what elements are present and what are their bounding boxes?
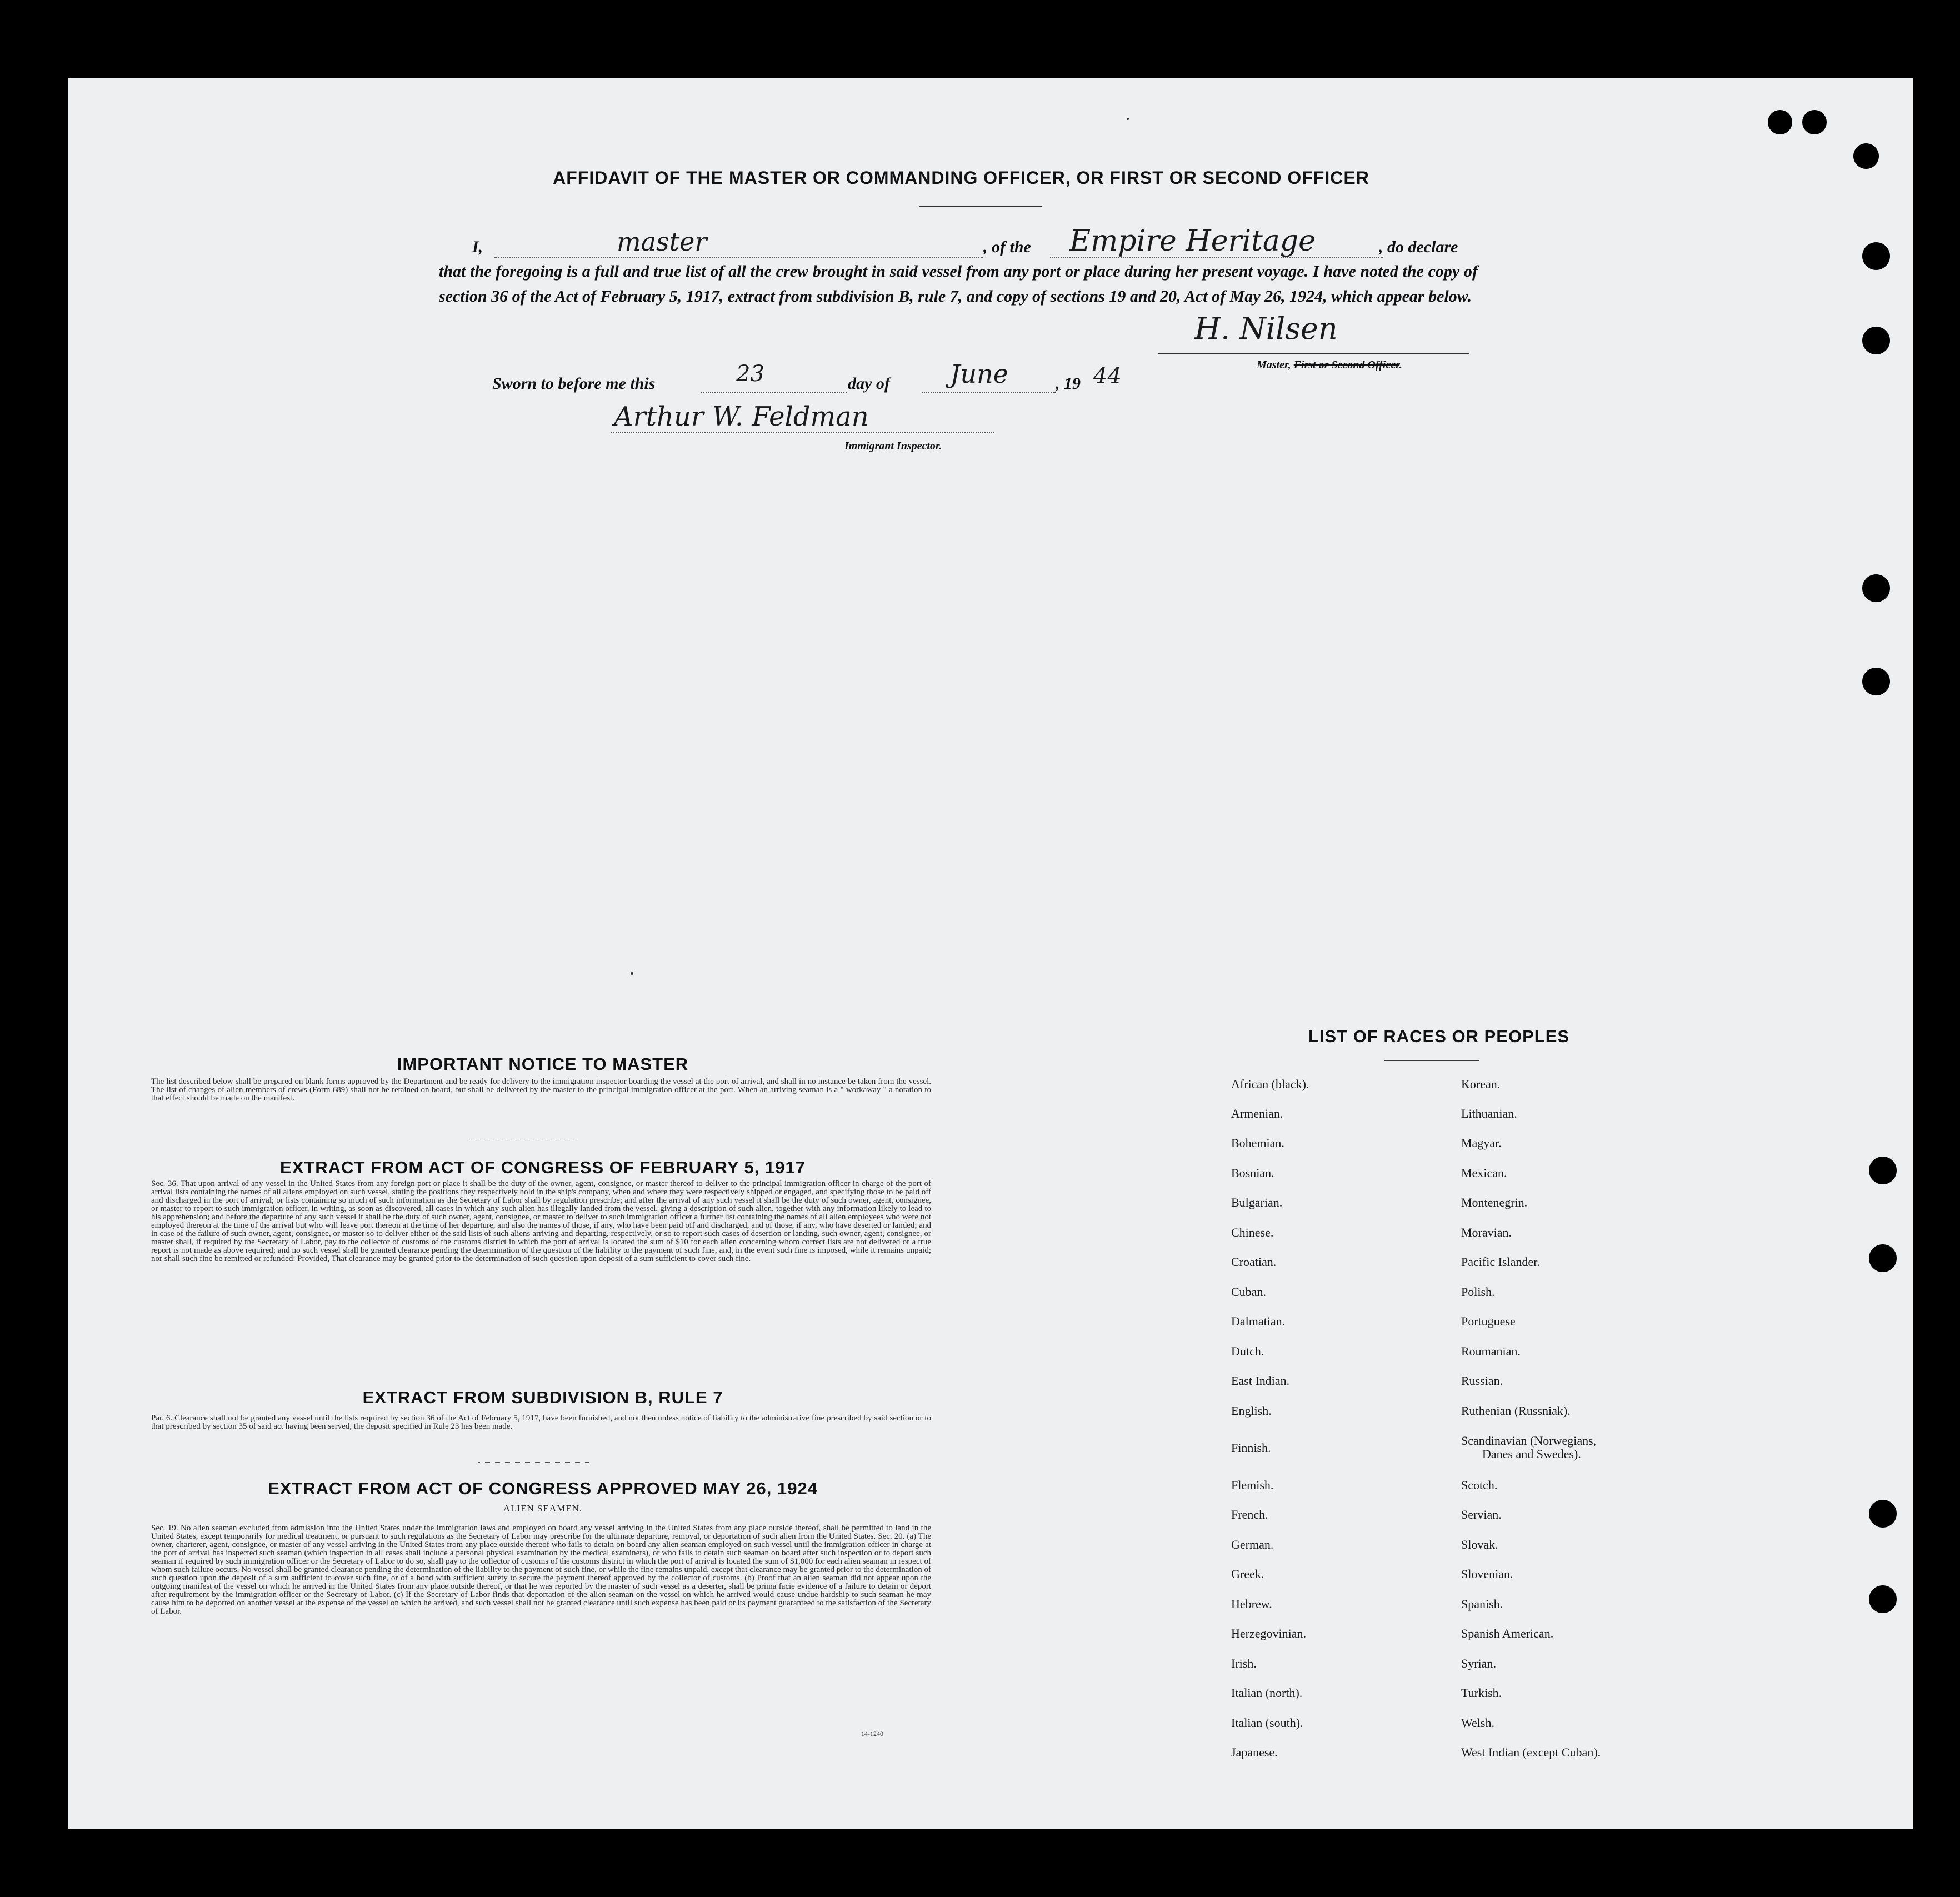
race-item: Greek. (1231, 1567, 1264, 1581)
master-signature: H. Nilsen (1194, 311, 1338, 346)
punch-hole (1869, 1500, 1897, 1528)
race-item: Montenegrin. (1461, 1195, 1528, 1209)
race-item: Hebrew. (1231, 1597, 1272, 1611)
officer-line (494, 257, 983, 258)
race-item: Irish. (1231, 1656, 1257, 1670)
month-line (922, 392, 1056, 393)
race-item: Roumanian. (1461, 1344, 1521, 1358)
punch-hole (1862, 327, 1890, 354)
punch-hole (1853, 143, 1879, 169)
race-item: Japanese. (1231, 1745, 1278, 1759)
race-item: Moravian. (1461, 1225, 1512, 1239)
punch-hole (1862, 574, 1890, 602)
race-item: Syrian. (1461, 1656, 1496, 1670)
race-item: Slovenian. (1461, 1567, 1513, 1581)
caption-master: Master, (1257, 359, 1291, 371)
race-item: Russian. (1461, 1374, 1503, 1388)
day-handwritten: 23 (736, 361, 764, 387)
rule7-rule (478, 1462, 589, 1463)
race-item: Cuban. (1231, 1285, 1266, 1299)
affidavit-of-the: , of the (983, 238, 1031, 256)
signature-caption: Master, First or Second Officer. (1257, 359, 1402, 371)
punch-hole (1862, 668, 1890, 695)
race-item-scandinavian-line2: Danes and Swedes). (1482, 1447, 1581, 1461)
notice-title: IMPORTANT NOTICE TO MASTER (397, 1054, 689, 1074)
signature-line (1158, 353, 1469, 354)
punch-hole (1869, 1244, 1897, 1272)
speck (1127, 118, 1129, 120)
affidavit-do-declare: , do declare (1379, 238, 1458, 256)
notice-text: The list described below shall be prepared on blank forms approved by the Department and be ready for delivery to the immigration inspector boarding the vessel at the port of arrival, and shall in no instance be taken from the vessel. The list of changes of alien members of crews (Form 689) shall not be retained on board, but shall be delivered by the master to the principal immigration officer at the port. When an arriving seaman is a " workaway " a notation to that effect should be made on the manifest. (151, 1078, 931, 1103)
race-item: Welsh. (1461, 1716, 1494, 1730)
inspector-caption: Immigrant Inspector. (844, 440, 942, 452)
race-item: Spanish American. (1461, 1626, 1554, 1640)
punch-hole (1862, 242, 1890, 270)
races-rule (1384, 1060, 1479, 1061)
extract-1924-text: Sec. 19. No alien seaman excluded from admission into the United States under the immigration laws and employed on board any vessel arriving in the United States from any place outside thereof, shall be permitted to land in the United States, except temporarily for medical treatment, or pursuant to such regulations as the Secretary of Labor may prescribe for the ultimate departure, removal, or deportation of such alien from the United States. Sec. 20. (a) The owner, charterer, agent, consignee, or master of any vessel arriving in the United States from any place outside thereof who fails to detain on board any alien seaman employed on such vessel until the immigration officer in charge at the port of arrival has inspected such seaman (which inspection in all cases shall include a personal physical examination by the medical examiners), or who fails to detain such seaman on board after such inspection or to deport such seaman if required by such immigration officer or the Secretary of Labor to do so, shall pay to the collector of customs of the customs district in which the port of arrival is located the sum of $1,000 for each alien seaman in respect of whom such failure occurs. No vessel shall be granted clearance pending the determination of the liability to the payment of such fine, or while the fine remains unpaid, except that clearance may be granted prior to the determination of such question upon the deposit of a sum sufficient to cover such fine, or of a bond with sufficient surety to secure the payment thereof approved by the collector of customs. (b) Proof that an alien seaman did not appear upon the outgoing manifest of the vessel on which he arrived in the United States from any place outside thereof, or that he was reported by the master of such vessel as a deserter, shall be prima facie evidence of a failure to detain or deport after requirement by the immigration officer or the Secretary of Labor. (c) If the Secretary of Labor finds that deportation of the alien seaman on the vessel on which he arrived would cause undue hardship to such seaman he may cause him to be deported on another vessel at the expense of the vessel on which he arrived, and such vessel shall not be granted clearance until such expense has been paid or its payment guaranteed to the satisfaction of the Secretary of Labor. (151, 1524, 931, 1616)
month-handwritten: June (950, 359, 1008, 389)
year-handwritten: 44 (1093, 363, 1122, 389)
race-item: Scandinavian (Norwegians, (1461, 1434, 1597, 1448)
race-item: Italian (north). (1231, 1686, 1303, 1700)
inspector-line (611, 432, 994, 433)
extract-1917-text: Sec. 36. That upon arrival of any vessel in the United States from any foreign port or place it shall be the duty of the owner, agent, consignee, or master thereof to deliver to the principal immigration officer in charge of the port of arrival lists containing the names of all aliens employed on such vessel, stating the positions they respectively hold in the ship's company, when and where they were respectively shipped or engaged, and specifying those to be paid off and discharged in the port of arrival; or lists containing so much of such information as the Secretary of Labor shall by regulation prescribe; and after the arrival of any such vessel it shall be the duty of such owner, agent, consignee, or master to report to such immigration officer, in writing, as soon as discovered, all cases in which any such alien has illegally landed from the vessel, giving a description of such alien, together with any information likely to lead to his apprehension; and before the departure of any such vessel it shall be the duty of such owner, agent, consignee, or master to deliver to such immigration officer a further list containing the names of all alien employees who were not employed thereon at the time of the arrival but who will leave port thereon at the time of her departure, and also the names of those, if any, who have been paid off and discharged, and of those, if any, who have deserted or landed; and in case of the failure of such owner, agent, consignee, or master so to deliver either of the said lists of such aliens arriving and departing, respectively, or so to report such cases of desertion or landing, such owner, agent, consignee, or master shall, if required by the Secretary of Labor, pay to the collector of customs of the customs district in which the port of arrival is located the sum of $10 for each alien concerning whom correct lists are not delivered or a true report is not made as above required; and no such vessel shall be granted clearance pending the determination of the question of the liability to the payment of such fine, and, in the event such fine is imposed, while it remains unpaid; nor shall such fine be remitted or refunded: Provided, That clearance may be granted prior to the determination of such question upon deposit of a sum sufficient to cover such fine. (151, 1180, 931, 1263)
vessel-handwritten: Empire Heritage (1069, 224, 1316, 258)
punch-hole (1869, 1157, 1897, 1184)
race-item: Turkish. (1461, 1686, 1502, 1700)
day-of: day of (848, 374, 890, 393)
race-item: Italian (south). (1231, 1716, 1303, 1730)
day-line (701, 392, 847, 393)
punch-hole (1802, 110, 1827, 134)
race-item: Scotch. (1461, 1478, 1498, 1492)
extract-1924-title: EXTRACT FROM ACT OF CONGRESS APPROVED MAY 26, 1924 (268, 1479, 818, 1498)
inspector-signature: Arthur W. Feldman (614, 401, 869, 432)
race-item: Dutch. (1231, 1344, 1264, 1358)
race-item: Magyar. (1461, 1136, 1502, 1150)
race-item: Slovak. (1461, 1538, 1498, 1551)
race-item: Servian. (1461, 1508, 1502, 1521)
speck (631, 972, 633, 975)
race-item: Korean. (1461, 1077, 1501, 1091)
race-item: Croatian. (1231, 1255, 1277, 1269)
race-item: Polish. (1461, 1285, 1495, 1299)
race-item: Mexican. (1461, 1166, 1507, 1180)
punch-hole (1869, 1585, 1897, 1613)
race-item: Armenian. (1231, 1107, 1283, 1120)
race-item: Bohemian. (1231, 1136, 1284, 1150)
extract-1924-subtitle: ALIEN SEAMEN. (503, 1503, 583, 1514)
race-item: Bulgarian. (1231, 1195, 1283, 1209)
race-item: Herzegovinian. (1231, 1626, 1306, 1640)
affidavit-body: that the foregoing is a full and true list of all the crew brought in said vessel from any port or place during her present voyage. I have noted the copy of section 36 of the Act of February 5, 1917, extract from subdivision B, rule 7, and copy of sections 19 and 20, Act of May 26, 1924, which appear below. (439, 262, 1478, 306)
officer-handwritten: master (617, 227, 707, 257)
race-item: Dalmatian. (1231, 1314, 1286, 1328)
race-item: African (black). (1231, 1077, 1309, 1091)
caption-struck: First or Second Officer (1293, 359, 1399, 371)
race-item: Finnish. (1231, 1441, 1271, 1455)
race-item: East Indian. (1231, 1374, 1290, 1388)
race-item: Flemish. (1231, 1478, 1274, 1492)
rule7-text: Par. 6. Clearance shall not be granted any vessel until the lists required by section 36 of the Act of February 5, 1917, have been furnished, and not then unless notice of liability to the administrative fine prescribed by said section or to that prescribed by section 35 of said act having been served, the deposit specified in Rule 23 has been made. (151, 1414, 931, 1431)
affidavit-title: AFFIDAVIT OF THE MASTER OR COMMANDING OFFICER, OR FIRST OR SECOND OFFICER (553, 168, 1369, 188)
year-printed: , 19 (1056, 374, 1081, 393)
punch-hole (1768, 110, 1792, 134)
race-item: Lithuanian. (1461, 1107, 1517, 1120)
sworn-prefix: Sworn to before me this (492, 374, 656, 393)
race-item: Chinese. (1231, 1225, 1274, 1239)
race-item: French. (1231, 1508, 1268, 1521)
race-item: West Indian (except Cuban). (1461, 1745, 1601, 1759)
race-item: English. (1231, 1404, 1272, 1418)
form-number: 14-1240 (861, 1730, 883, 1738)
race-item: Pacific Islander. (1461, 1255, 1540, 1269)
affidavit-i: I, (472, 238, 483, 256)
race-item: Ruthenian (Russniak). (1461, 1404, 1571, 1418)
rule7-title: EXTRACT FROM SUBDIVISION B, RULE 7 (362, 1388, 723, 1407)
race-item: Spanish. (1461, 1597, 1503, 1611)
extract-1917-title: EXTRACT FROM ACT OF CONGRESS OF FEBRUARY 5, 1917 (280, 1158, 806, 1177)
race-item: Bosnian. (1231, 1166, 1274, 1180)
race-item: Portuguese (1461, 1314, 1516, 1328)
race-item: German. (1231, 1538, 1274, 1551)
title-rule (919, 206, 1042, 207)
races-title: LIST OF RACES OR PEOPLES (1308, 1027, 1570, 1046)
